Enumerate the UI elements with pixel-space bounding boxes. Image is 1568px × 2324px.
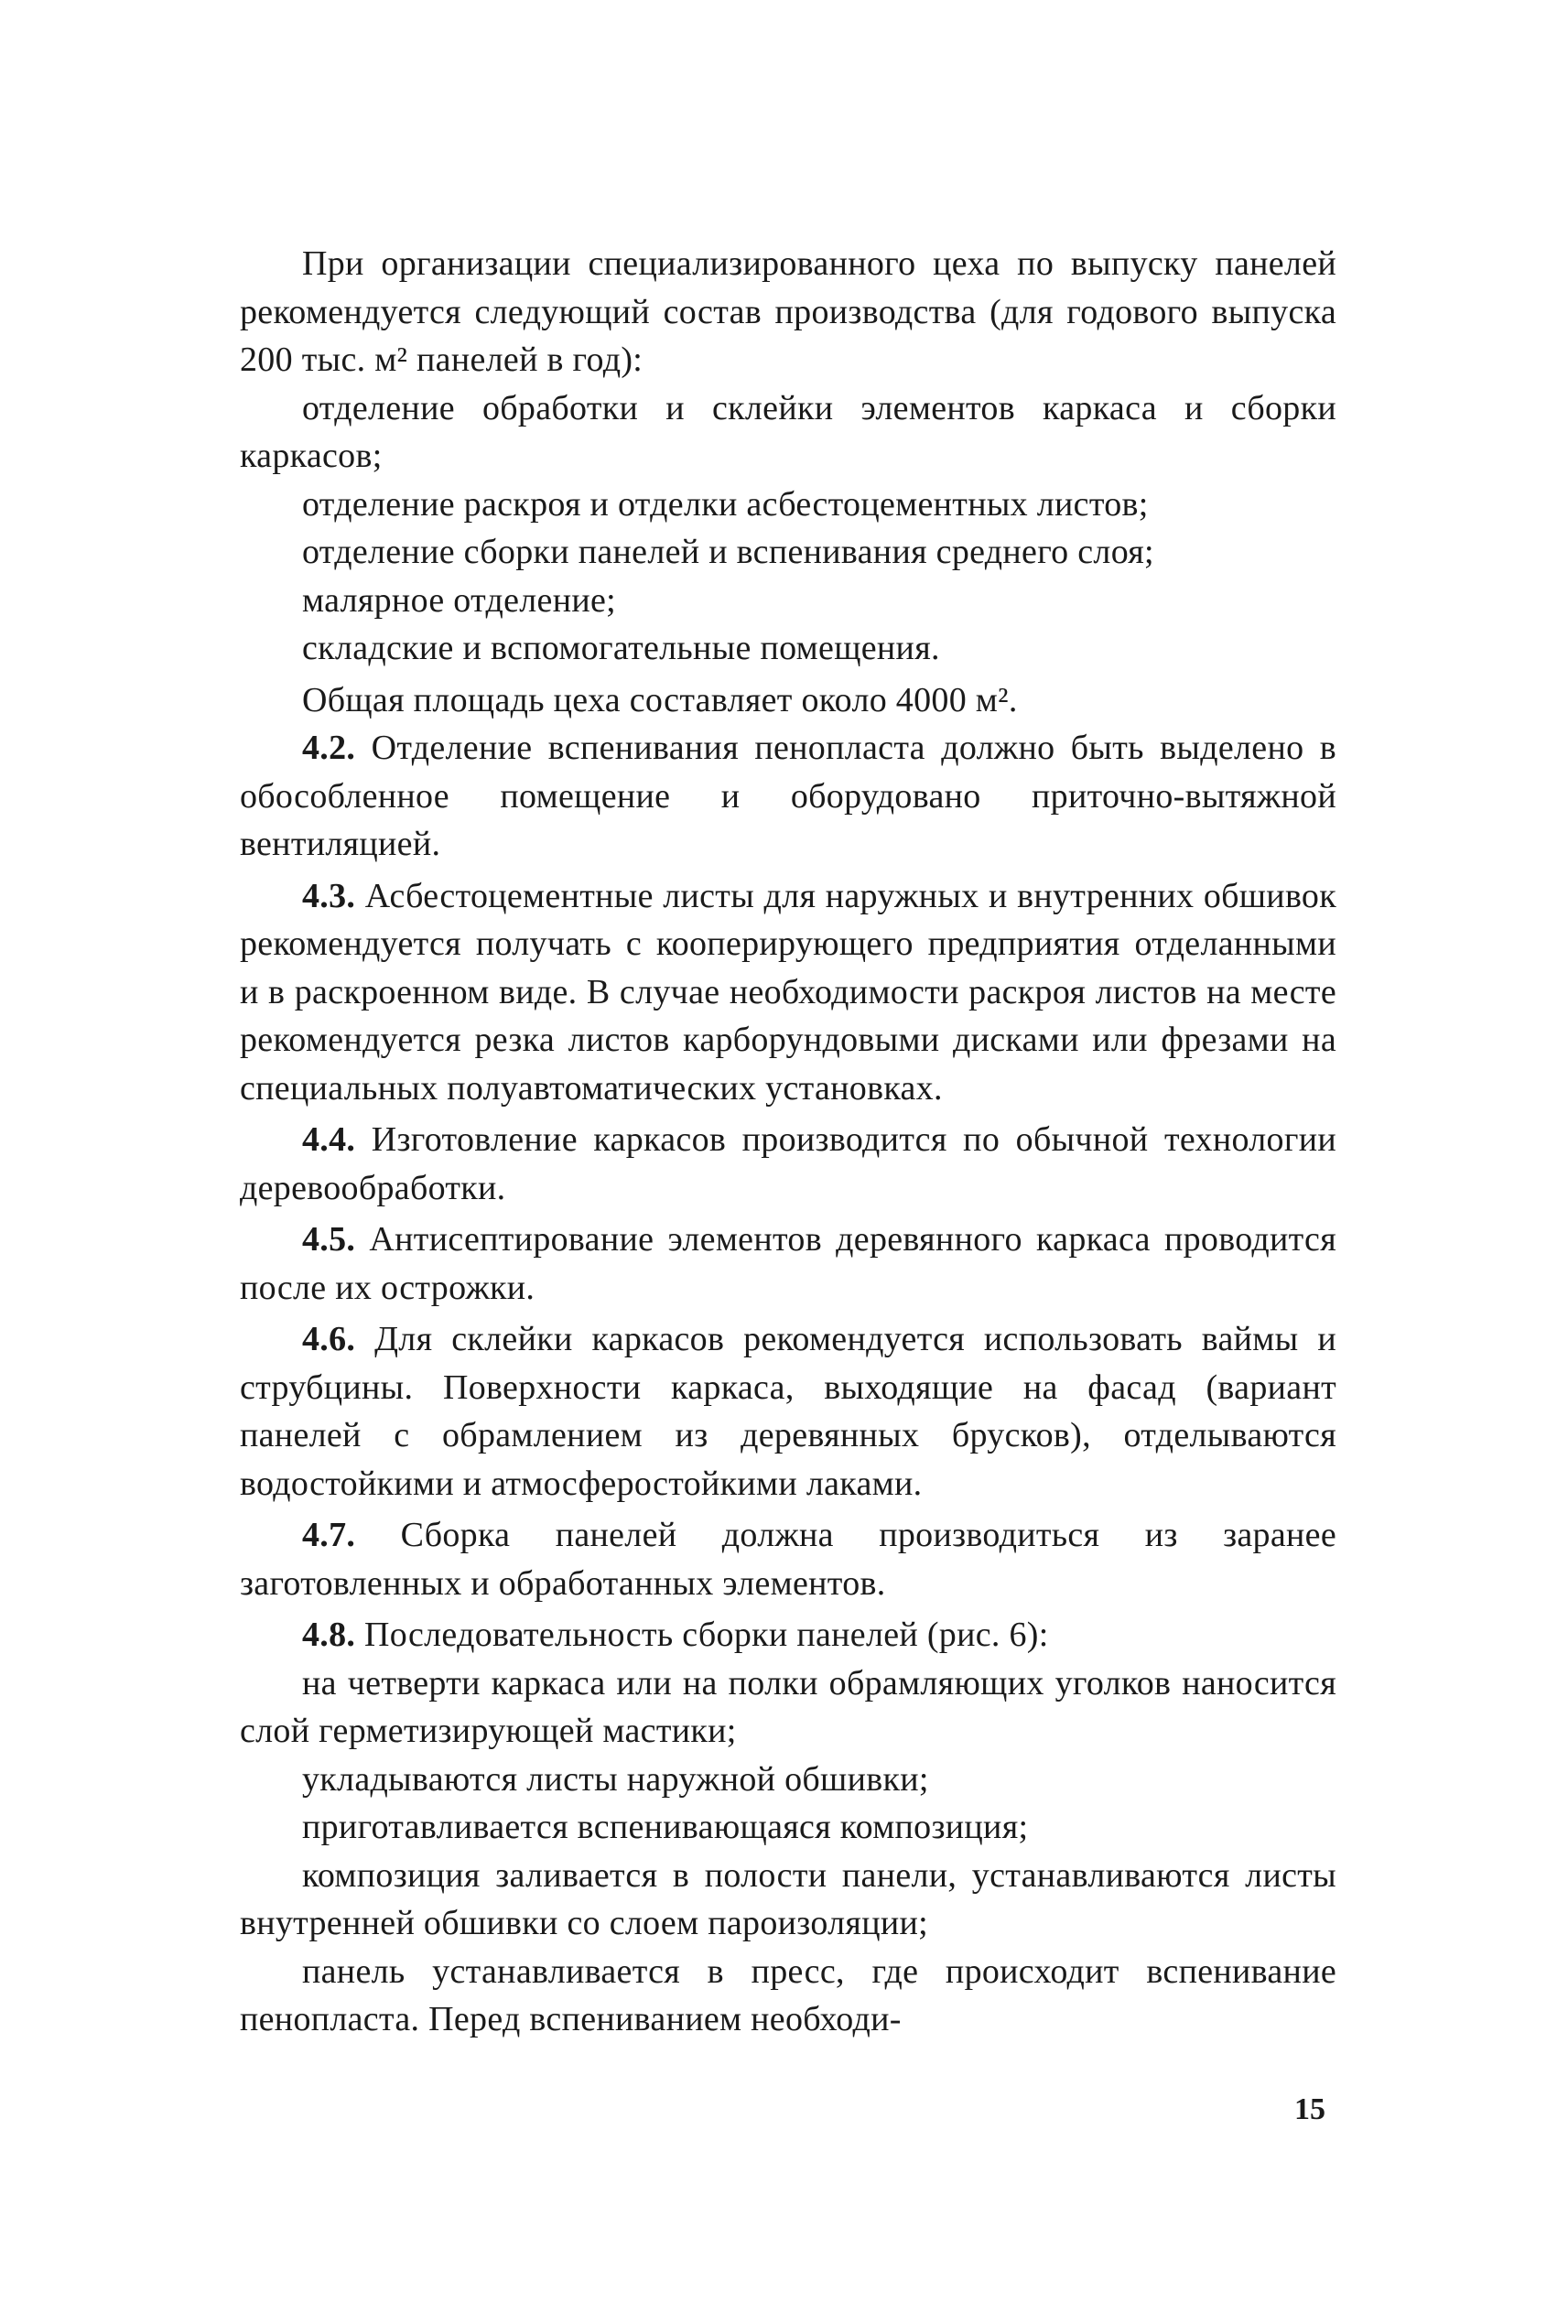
paragraph-4-2 [240,724,1336,869]
clause-text: Асбестоцементные листы для наружных и внутренних обшивок рекомендуется получать с кооперирующего предприятия отделанными и в раскроенном виде. В случае необходимости раскроя листов на месте рекомендуется резка листов карборундовыми дисками или фрезами на специальных полуавтоматических установках. [240,876,1336,1108]
list-item: на четверти каркаса или на полки обрамляющих уголков наносится слой герметизирующей мастики; [240,1663,1336,1750]
clause-number: 4.7. [302,1516,356,1554]
clause-number: 4.2. [302,729,356,767]
clause-number: 4.5. [302,1220,356,1259]
list-item: композиция заливается в полости панели, устанавливаются листы внутренней обшивки со слоем пароизоляции; [240,1855,1336,1942]
paragraph-4-3 [240,872,1336,1113]
clause-number: 4.4. [302,1120,356,1159]
clause-number: 4.8. [302,1616,356,1654]
list-item: складские и вспомогательные помещения. [302,629,940,667]
paragraph-4-6 [240,1315,1336,1508]
paragraph: При организации специализированного цеха по выпуску панелей рекомендуется следующий состав производства (для годового выпуска 200 тыс. м² панелей в год): [240,244,1336,379]
paragraph-4-8 [240,1611,1336,1659]
paragraph: Общая площадь цеха составляет около 4000 м². [302,680,1018,719]
clause-text: Отделение вспенивания пенопласта должно быть выделено в обособленное помещение и оборудовано приточно-вытяжной вентиляцией. [240,729,1336,863]
clause-text: Сборка панелей должна производиться из заранее заготовленных и обработанных элементов. [240,1516,1336,1603]
body-text [240,240,1336,2044]
list-item: отделение сборки панелей и вспенивания среднего слоя; [302,533,1154,571]
list-item: панель устанавливается в пресс, где происходит вспенивание пенопласта. Перед вспениванием необходи- [240,1951,1336,2038]
list-item: отделение обработки и склейки элементов каркаса и сборки каркасов; [240,388,1336,475]
paragraph-4-7 [240,1511,1336,1607]
paragraph-4-4 [240,1116,1336,1212]
list-item: приготавливается вспенивающаяся композиция; [302,1808,1029,1846]
clause-text: Для склейки каркасов рекомендуется использовать ваймы и струбцины. Поверхности каркаса, выходящие на фасад (вариант панелей с обрамлением из деревянных брусков), отделываются водостойкими и атмосферостойкими лаками. [240,1320,1336,1503]
clause-text: Изготовление каркасов производится по обычной технологии деревообработки. [240,1120,1336,1207]
clause-text: Последовательность сборки панелей (рис. 6): [355,1616,1049,1654]
paragraph-4-5 [240,1216,1336,1312]
list-item: малярное отделение; [302,580,617,620]
list-item: укладываются листы наружной обшивки; [302,1759,929,1799]
page-number: 15 [1294,2092,1325,2126]
clause-number: 4.3. [302,876,356,915]
clause-number: 4.6. [302,1320,356,1358]
clause-text: Антисептирование элементов деревянного каркаса проводится после их острожки. [240,1220,1336,1307]
list-item: отделение раскроя и отделки асбестоцементных листов; [302,484,1149,524]
